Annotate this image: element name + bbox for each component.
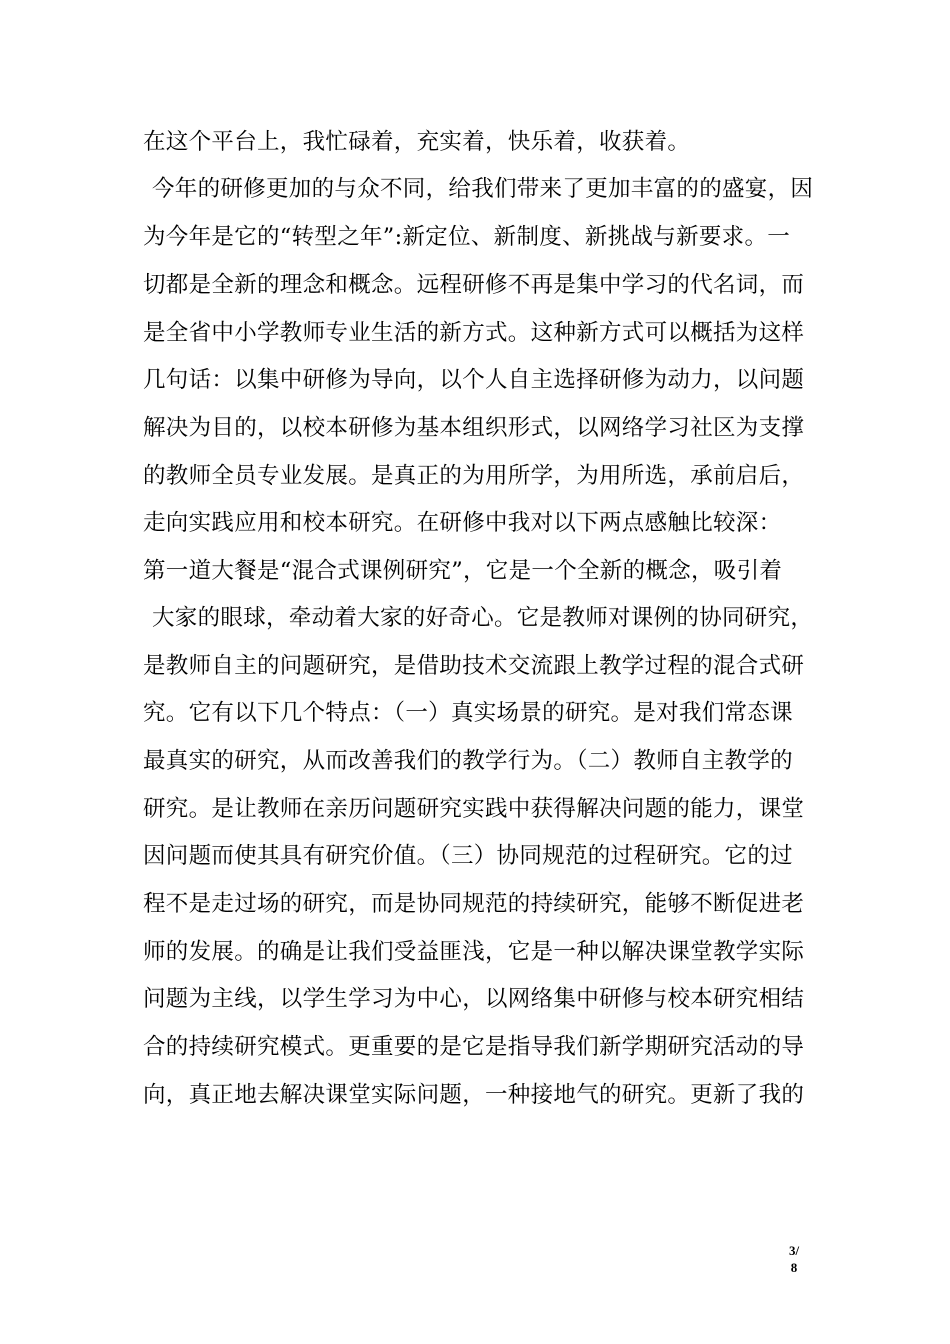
- page-number-current: 3/: [788, 1243, 800, 1258]
- paragraph-line: 程不是走过场的研究，而是协同规范的持续研究，能够不断促进老: [143, 891, 805, 917]
- paragraph-line: 是全省中小学教师专业生活的新方式。这种新方式可以概括为这样: [143, 320, 805, 346]
- paragraph-line: 因问题而使其具有研究价值。（三）协同规范的过程研究。它的过: [143, 843, 793, 869]
- paragraph-line: 在这个平台上，我忙碌着，充实着，快乐着，收获着。: [143, 129, 691, 155]
- paragraph-line: 几句话：以集中研修为导向，以个人自主选择研修为动力，以问题: [143, 367, 805, 393]
- paragraph-line: 究。它有以下几个特点：（一）真实场景的研究。是对我们常态课: [143, 700, 793, 726]
- paragraph-line: 向，真正地去解决课堂实际问题，一种接地气的研究。更新了我的: [143, 1082, 805, 1108]
- paragraph-line: 的教师全员专业发展。是真正的为用所学，为用所选，承前启后，: [143, 463, 805, 489]
- page-number: [784, 1242, 804, 1276]
- page-number-total: 8: [790, 1260, 798, 1275]
- paragraph-line: 第一道大餐是“混合式课例研究”，它是一个全新的概念，吸引着: [143, 558, 783, 584]
- paragraph-line: 今年的研修更加的与众不同，给我们带来了更加丰富的的盛宴，因: [152, 176, 814, 202]
- paragraph-line: 最真实的研究，从而改善我们的教学行为。（二）教师自主教学的: [143, 748, 793, 774]
- paragraph-line: 研究。是让教师在亲历问题研究实践中获得解决问题的能力，课堂: [143, 796, 805, 822]
- paragraph-line: 是教师自主的问题研究，是借助技术交流跟上教学过程的混合式研: [143, 653, 805, 679]
- paragraph-line: 大家的眼球，牵动着大家的好奇心。它是教师对课例的协同研究，: [152, 605, 814, 631]
- paragraph-line: 切都是全新的理念和概念。远程研修不再是集中学习的代名词，而: [143, 272, 805, 298]
- paragraph-line: 解决为目的，以校本研修为基本组织形式，以网络学习社区为支撑: [143, 415, 805, 441]
- paragraph-line: 为今年是它的“转型之年”:新定位、新制度、新挑战与新要求。一: [143, 224, 791, 250]
- paragraph-line: 合的持续研究模式。更重要的是它是指导我们新学期研究活动的导: [143, 1034, 805, 1060]
- paragraph-line: 走向实践应用和校本研究。在研修中我对以下两点感触比较深：: [143, 510, 782, 536]
- paragraph-line: 师的发展。的确是让我们受益匪浅，它是一种以解决课堂教学实际: [143, 939, 805, 965]
- paragraph-line: 问题为主线，以学生学习为中心，以网络集中研修与校本研究相结: [143, 986, 805, 1012]
